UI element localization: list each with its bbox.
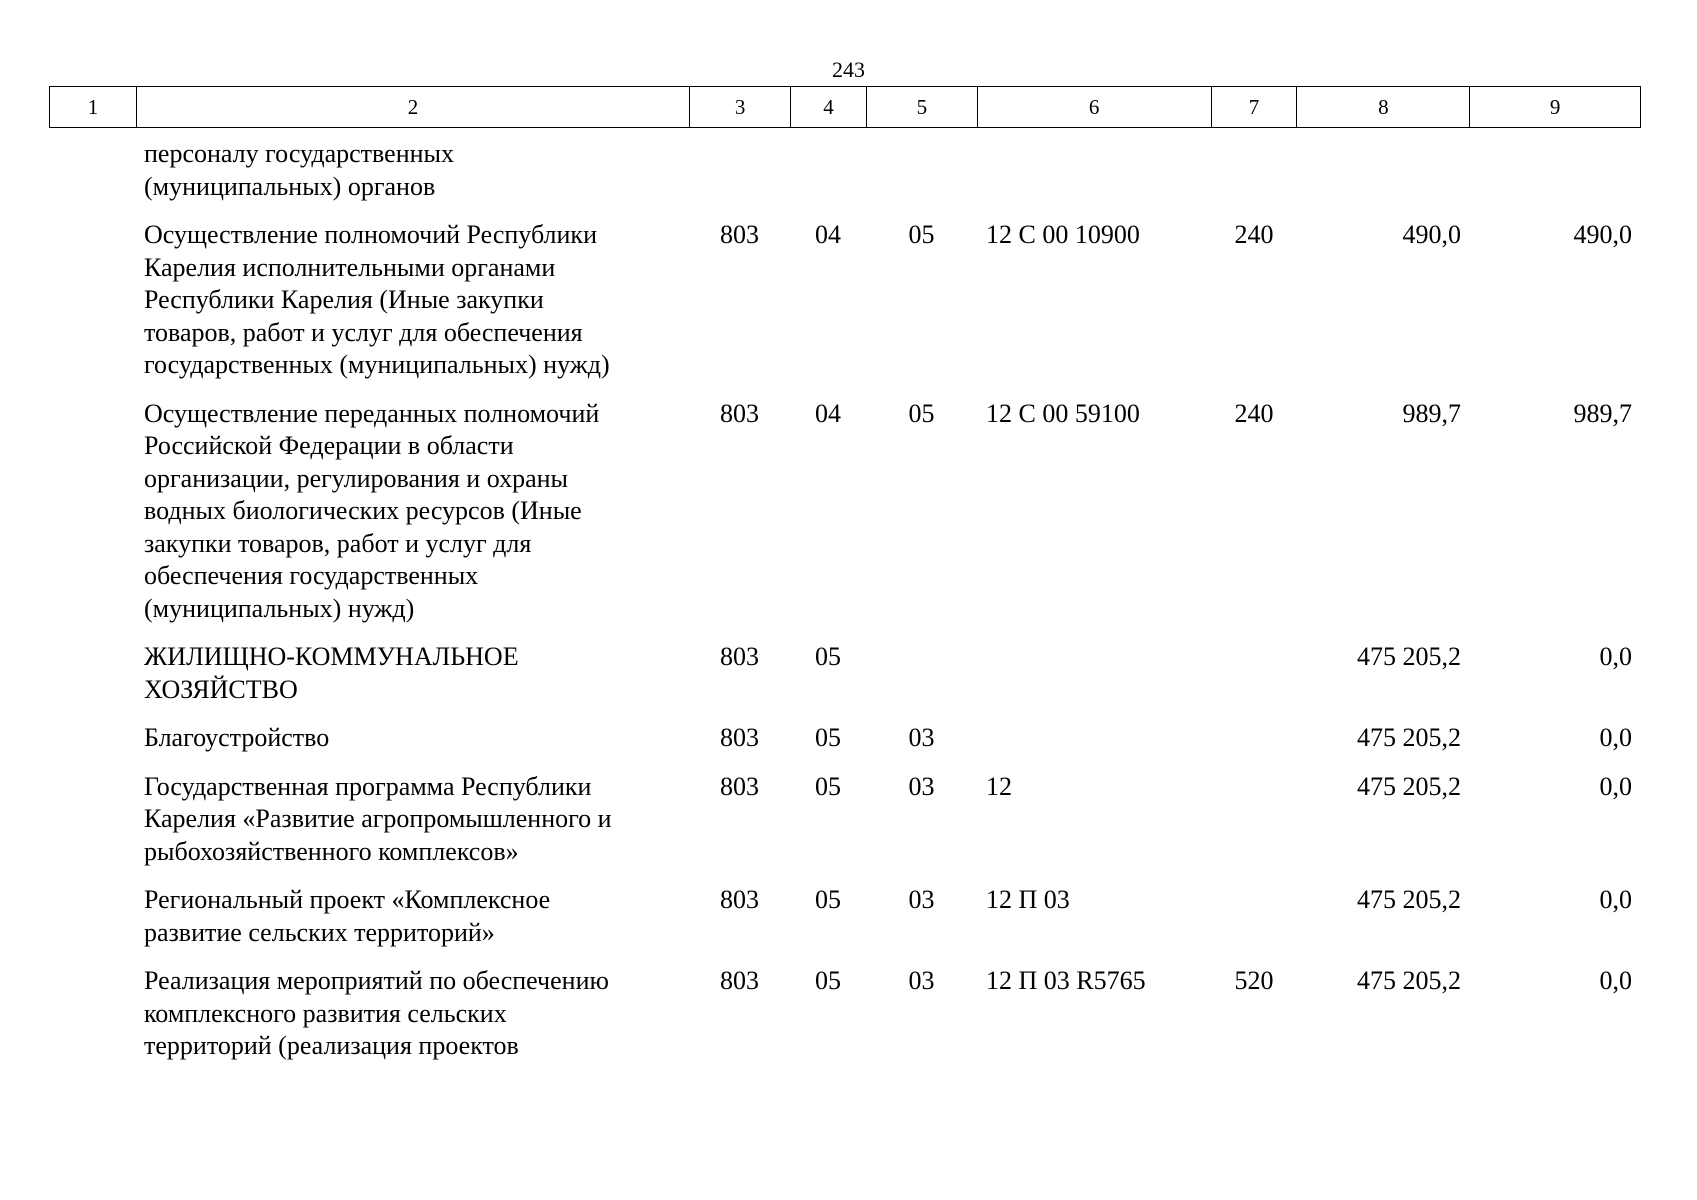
- cell-number: [49, 771, 135, 869]
- cell-amount-year-2: 0,0: [1599, 966, 1632, 995]
- cell-amount-year-2: [1470, 138, 1641, 203]
- table-header: [49, 86, 1641, 128]
- cell-amount-year-1: 475 205,2: [1357, 771, 1461, 801]
- cell-code-section: 05: [815, 642, 841, 671]
- cell-name: персоналу государственных (муниципальных) органов: [144, 139, 455, 201]
- table-row: [49, 965, 1641, 1063]
- cell-code-ministry: 803: [720, 966, 759, 995]
- table-row: [49, 884, 1641, 949]
- cell-code-section: 05: [815, 723, 841, 752]
- cell-name: Реализация мероприятий по обеспечению комплексного развития сельских территорий (реализация проектов: [144, 966, 609, 1060]
- cell-code-ministry: 803: [720, 723, 759, 752]
- header-col-9: 9: [1469, 87, 1640, 127]
- table-row: [49, 219, 1641, 382]
- cell-code-expense-type: [1211, 641, 1297, 706]
- cell-amount-year-1: 475 205,2: [1357, 966, 1461, 995]
- header-col-6: 6: [977, 87, 1211, 127]
- cell-amount-year-2: 0,0: [1599, 885, 1632, 914]
- cell-code-expense-type: [1211, 138, 1297, 203]
- cell-amount-year-1: 475 205,2: [1357, 723, 1461, 752]
- header-col-8: 8: [1296, 87, 1469, 127]
- cell-name: Региональный проект «Комплексное развитие сельских территорий»: [144, 885, 551, 947]
- cell-code-ministry: 803: [720, 642, 759, 671]
- cell-number: [49, 884, 135, 949]
- page-number: 243: [832, 57, 865, 82]
- table-row: [49, 722, 1641, 755]
- header-col-5: 5: [866, 87, 977, 127]
- table-row: [49, 398, 1641, 626]
- cell-code-expense-type: 240: [1234, 220, 1274, 249]
- cell-amount-year-1: [1297, 138, 1470, 203]
- cell-amount-year-2: 0,0: [1599, 642, 1632, 671]
- cell-code-expense-type: 240: [1234, 398, 1274, 428]
- cell-code-expense-type: 520: [1234, 966, 1274, 995]
- cell-name: ЖИЛИЩНО-КОММУНАЛЬНОЕ ХОЗЯЙСТВО: [144, 642, 519, 704]
- header-col-3: 3: [689, 87, 790, 127]
- cell-number: [49, 722, 135, 755]
- cell-code-target-article: [977, 722, 1211, 755]
- cell-name: Осуществление переданных полномочий Российской Федерации в области организации, регулирования и охраны водных биологических ресурсов (Иные закупки товаров, работ и услуг для обеспечения государственных (муниципальных) нужд): [144, 398, 600, 623]
- header-col-7: 7: [1211, 87, 1297, 127]
- cell-amount-year-2: 490,0: [1573, 220, 1632, 249]
- table-row: [49, 641, 1641, 706]
- cell-number: [49, 641, 135, 706]
- cell-amount-year-2: 989,7: [1573, 398, 1632, 428]
- cell-code-expense-type: [1211, 884, 1297, 949]
- cell-name: Осуществление полномочий Республики Карелия исполнительными органами Республики Карелия (Иные закупки товаров, работ и услуг для обеспечения государственных (муниципальных) нужд): [144, 220, 610, 379]
- cell-number: [49, 398, 135, 626]
- cell-code-section: 04: [815, 398, 841, 428]
- cell-amount-year-2: 0,0: [1599, 771, 1632, 801]
- cell-code-subsection: 03: [908, 885, 935, 914]
- table-body: [49, 138, 1641, 1079]
- cell-name: Государственная программа Республики Карелия «Развитие агропромышленного и рыбохозяйственного комплексов»: [144, 771, 612, 866]
- cell-code-subsection: 03: [908, 966, 935, 995]
- cell-code-target-article: 12 С 00 10900: [986, 220, 1140, 249]
- cell-code-section: 04: [815, 220, 841, 249]
- cell-code-subsection: 05: [908, 398, 935, 428]
- cell-code-subsection: [866, 138, 977, 203]
- cell-code-target-article: 12 П 03 R5765: [986, 966, 1146, 995]
- cell-code-target-article: [977, 138, 1211, 203]
- cell-number: [49, 138, 135, 203]
- table-row: [49, 771, 1641, 869]
- cell-code-target-article: 12: [986, 771, 1012, 801]
- cell-amount-year-1: 490,0: [1402, 220, 1461, 249]
- cell-code-target-article: 12 П 03: [986, 885, 1070, 914]
- cell-code-section: 05: [815, 771, 841, 801]
- cell-code-subsection: [866, 641, 977, 706]
- table-row: [49, 138, 1641, 203]
- cell-code-ministry: 803: [720, 220, 759, 249]
- cell-amount-year-1: 989,7: [1402, 398, 1461, 428]
- cell-code-subsection: 03: [908, 771, 935, 801]
- cell-code-section: 05: [815, 885, 841, 914]
- cell-amount-year-1: 475 205,2: [1357, 885, 1461, 914]
- cell-code-ministry: 803: [720, 771, 759, 801]
- cell-code-ministry: [689, 138, 790, 203]
- cell-code-section: 05: [815, 966, 841, 995]
- cell-name: Благоустройство: [144, 723, 330, 752]
- header-col-4: 4: [790, 87, 866, 127]
- cell-code-subsection: 05: [908, 220, 935, 249]
- cell-code-ministry: 803: [720, 398, 759, 428]
- cell-code-section: [790, 138, 866, 203]
- cell-amount-year-1: 475 205,2: [1357, 642, 1461, 671]
- cell-code-expense-type: [1211, 722, 1297, 755]
- header-col-1: 1: [87, 94, 99, 119]
- cell-number: [49, 219, 135, 382]
- header-col-2: 2: [136, 87, 689, 127]
- cell-number: [49, 965, 135, 1063]
- cell-code-expense-type: [1211, 771, 1297, 869]
- cell-code-target-article: [977, 641, 1211, 706]
- cell-code-subsection: 03: [908, 723, 935, 752]
- cell-code-target-article: 12 С 00 59100: [986, 398, 1140, 428]
- cell-code-ministry: 803: [720, 885, 759, 914]
- cell-amount-year-2: 0,0: [1599, 723, 1632, 752]
